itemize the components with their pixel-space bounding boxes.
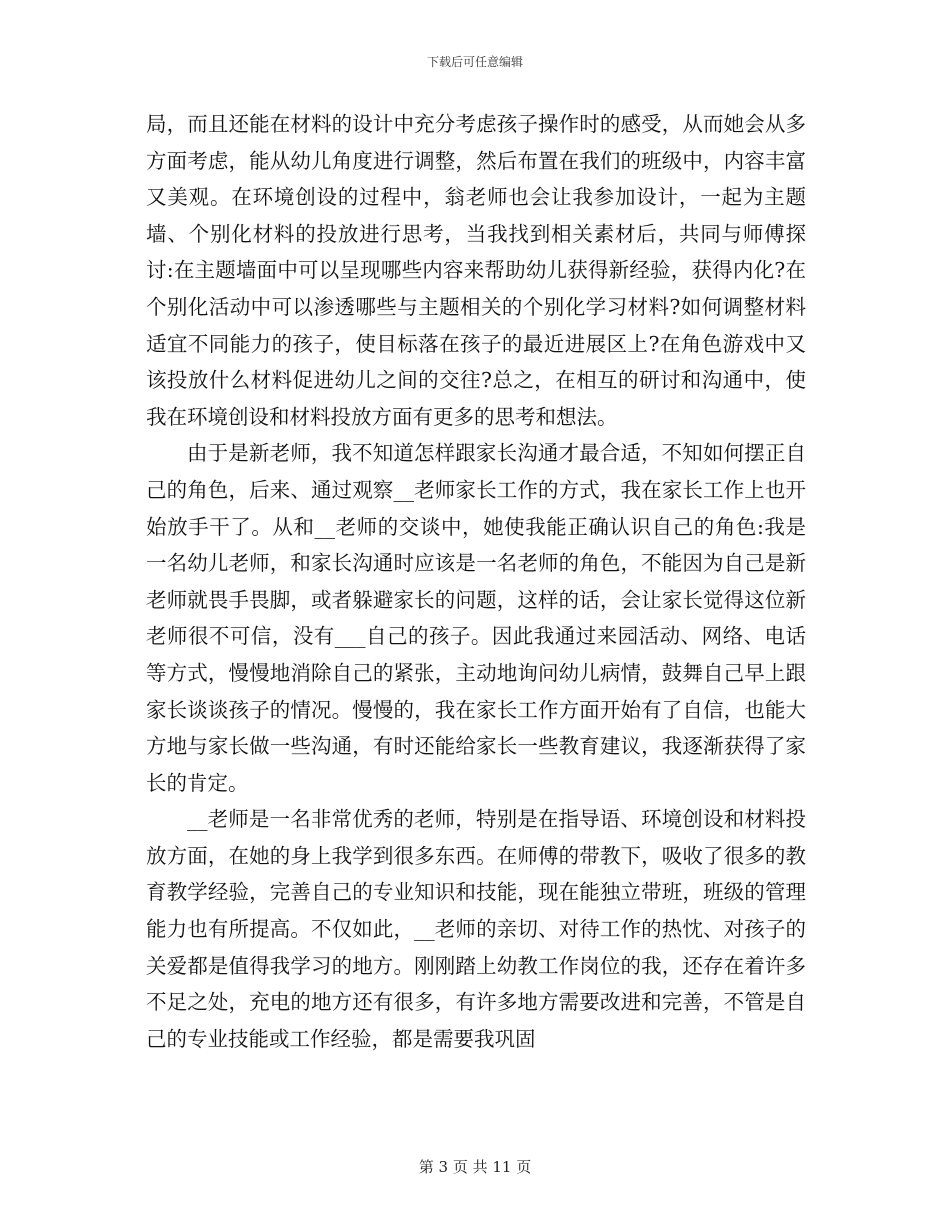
- page-header-note: 下载后可任意编辑: [426, 55, 523, 69]
- paragraph-2: 由于是新老师，我不知道怎样跟家长沟通才最合适，不知如何摆正自己的角色，后来、通过观察__老师家长工作的方式，我在家长工作上也开始放手干了。从和__老师的交谈中，她使我能正确认识自己的角色:我是一名幼儿老师，和家长沟通时应该是一名老师的角色，不能因为自己是新老师就畏手畏脚，或者躲避家长的问题，这样的话，会让家长觉得这位新老师很不可信，没有___自己的孩子。因此我通过来园活动、网络、电话等方式，慢慢地消除自己的紧张，主动地询问幼儿病情，鼓舞自己早上跟家长谈谈孩子的情况。慢慢的，我在家长工作方面开始有了自信，也能大方地与家长做一些沟通，有时还能给家长一些教育建议，我逐渐获得了家长的肯定。: [146, 441, 806, 795]
- document-body: [146, 106, 806, 1057]
- paragraph-1: 局，而且还能在材料的设计中充分考虑孩子操作时的感受，从而她会从多方面考虑，能从幼儿角度进行调整，然后布置在我们的班级中，内容丰富又美观。在环境创设的过程中，翁老师也会让我参加设计，一起为主题墙、个别化材料的投放进行思考，当我找到相关素材后，共同与师傅探讨:在主题墙面中可以呈现哪些内容来帮助幼儿获得新经验，获得内化?在个别化活动中可以渗透哪些与主题相关的个别化学习材料?如何调整材料适宜不同能力的孩子，使目标落在孩子的最近进展区上?在角色游戏中又该投放什么材料促进幼儿之间的交往?总之，在相互的研讨和沟通中，使我在环境创设和材料投放方面有更多的思考和想法。: [146, 112, 806, 429]
- page-number: 第 3 页 共 11 页: [418, 1158, 532, 1176]
- paragraph-3: __老师是一名非常优秀的老师，特别是在指导语、环境创设和材料投放方面，在她的身上我学到很多东西。在师傅的带教下，吸收了很多的教育教学经验，完善自己的专业知识和技能，现在能独立带班，班级的管理能力也有所提高。不仅如此，__老师的亲切、对待工作的热忱、对孩子的关爱都是值得我学习的地方。刚刚踏上幼教工作岗位的我，还存在着许多不足之处，充电的地方还有很多，有许多地方需要改进和完善，不管是自己的专业技能或工作经验，都是需要我巩固: [146, 807, 806, 1051]
